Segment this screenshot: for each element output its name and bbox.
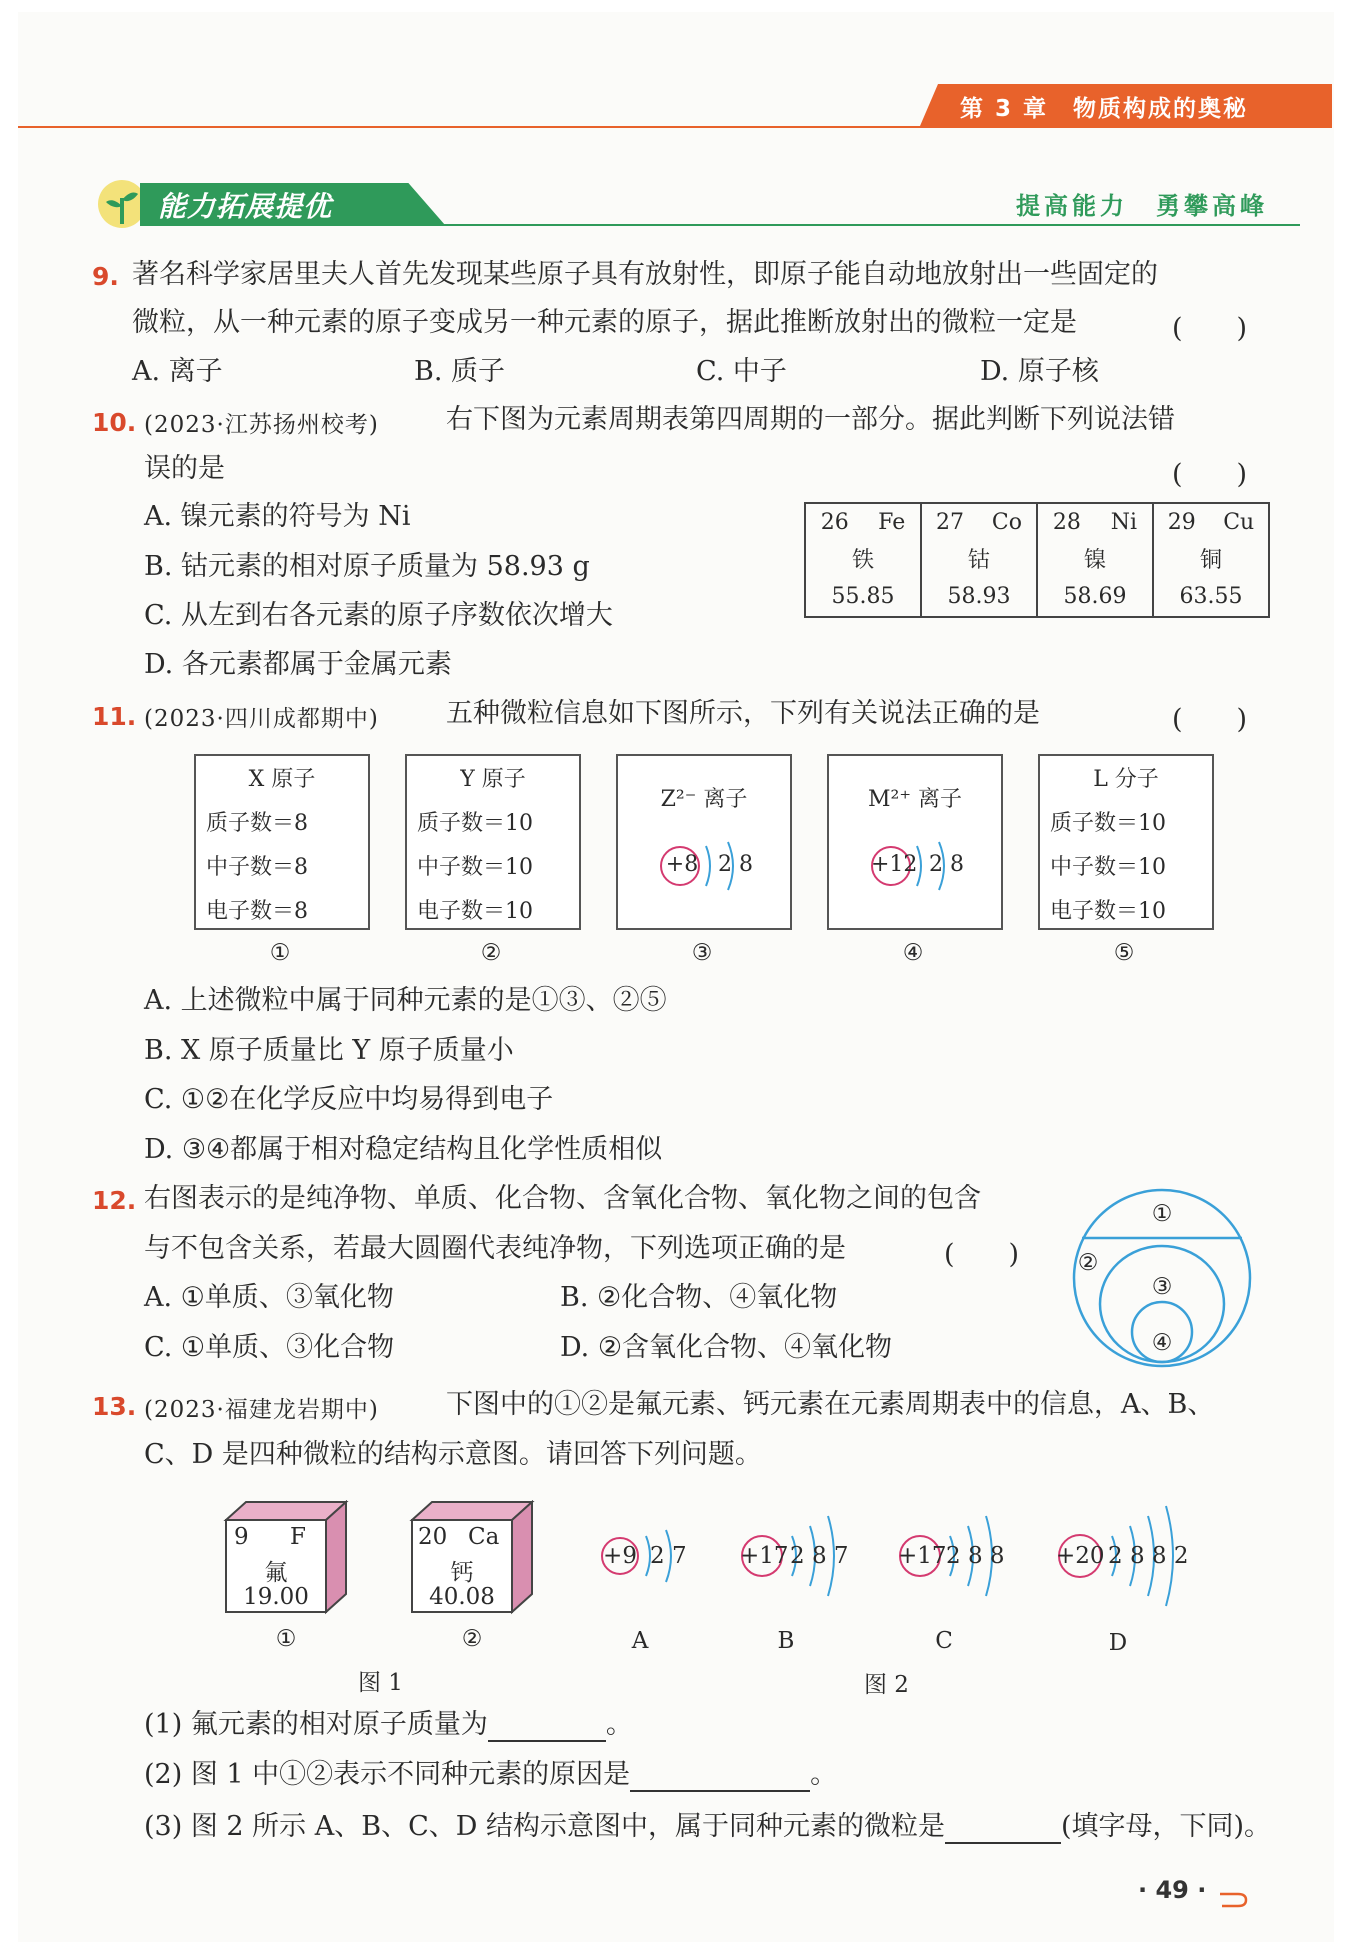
electron-shells: 2 8 8 2	[1108, 1543, 1189, 1569]
electron-shells: 2 8 8	[946, 1543, 1005, 1569]
option-b: B. ②化合物、④氧化物	[560, 1282, 838, 1313]
answer-paren: ( )	[1172, 704, 1248, 735]
element-cell: 27 Co 钴 58.93	[921, 503, 1037, 617]
box-label: ①	[269, 940, 291, 966]
header-divider	[18, 126, 1332, 128]
option-d: D. 各元素都属于金属元素	[144, 649, 452, 680]
option-a: A. 镍元素的符号为 Ni	[144, 501, 411, 532]
figure-item-label: ①	[275, 1626, 297, 1652]
option-a: A. 离子	[132, 356, 223, 387]
page-number: · 49 ·	[1138, 1876, 1207, 1904]
answer-paren: ( )	[1172, 459, 1248, 490]
question-source: (2023·江苏扬州校考)	[144, 412, 379, 438]
option-b: B. X 原子质量比 Y 原子质量小	[144, 1035, 514, 1066]
electron-shells: 2 7	[650, 1543, 687, 1569]
diagram-label: ②	[1077, 1250, 1099, 1276]
section-title: 能力拓展提优	[158, 190, 333, 223]
option-a: A. ①单质、③氧化物	[144, 1282, 394, 1313]
diagram-label: ①	[1151, 1201, 1173, 1227]
question-number: 10.	[92, 408, 137, 437]
figure-caption: 图 2	[864, 1672, 909, 1698]
option-c: C. ①②在化学反应中均易得到电子	[144, 1084, 554, 1115]
answer-blank[interactable]	[488, 1712, 606, 1742]
question-text: 误的是	[144, 453, 225, 484]
particle-label: B	[777, 1628, 795, 1654]
figure-item-label: ②	[461, 1626, 483, 1652]
periodic-table-snippet	[804, 502, 1270, 618]
nucleus-charge: +17	[740, 1543, 789, 1569]
box-label: ③	[691, 940, 713, 966]
element-name: 氟	[264, 1560, 288, 1586]
question-source: (2023·四川成都期中)	[144, 706, 379, 732]
particle-label: D	[1108, 1630, 1128, 1656]
question-text: 著名科学家居里夫人首先发现某些原子具有放射性，即原子能自动地放射出一些固定的	[132, 259, 1158, 290]
option-c: C. 中子	[696, 356, 787, 387]
question-number: 12.	[92, 1186, 137, 1215]
section-motto: 提高能力 勇攀高峰	[1016, 192, 1268, 220]
sub-question: (3) 图 2 所示 A、B、C、D 结构示意图中，属于同种元素的微粒是 (填字母，下同)。	[144, 1811, 1272, 1842]
element-symbol: Ca	[468, 1524, 500, 1550]
question-text: 五种微粒信息如下图所示，下列有关说法正确的是	[446, 698, 1040, 729]
nucleus-charge: +20	[1056, 1543, 1105, 1569]
diagram-label: ④	[1151, 1330, 1173, 1356]
option-c: C. 从左到右各元素的原子序数依次增大	[144, 600, 613, 631]
particle-box-z-ion: Z²⁻ 离子 +8 2 8	[616, 754, 792, 930]
element-symbol: F	[290, 1524, 306, 1550]
electron-shells: 2 8 7	[790, 1543, 849, 1569]
particle-label: A	[631, 1628, 649, 1654]
figure-caption: 图 1	[358, 1670, 403, 1696]
option-b: B. 质子	[414, 356, 506, 387]
nucleus-charge: +17	[898, 1543, 947, 1569]
option-b: B. 钴元素的相对原子质量为 58.93 g	[144, 551, 590, 582]
particle-box-x: X 原子 质子数＝8 中子数＝8 电子数＝8	[194, 754, 370, 930]
option-d: D. ③④都属于相对稳定结构且化学性质相似	[144, 1134, 663, 1165]
option-a: A. 上述微粒中属于同种元素的是①③、②⑤	[144, 985, 667, 1016]
page-corner-icon	[1218, 1880, 1250, 1910]
box-label: ④	[902, 940, 924, 966]
question-number: 11.	[92, 702, 137, 731]
particle-box-l: L 分子 质子数＝10 中子数＝10 电子数＝10	[1038, 754, 1214, 930]
answer-paren: ( )	[1172, 313, 1248, 344]
diagram-label: ③	[1151, 1274, 1173, 1300]
question-text: 右图表示的是纯净物、单质、化合物、含氧化合物、氧化物之间的包含	[144, 1183, 981, 1214]
atomic-number: 9	[234, 1524, 249, 1550]
answer-blank[interactable]	[630, 1762, 810, 1792]
particle-box-y: Y 原子 质子数＝10 中子数＝10 电子数＝10	[405, 754, 581, 930]
question-text: C、D 是四种微粒的结构示意图。请回答下列问题。	[144, 1439, 762, 1470]
question-text: 微粒，从一种元素的原子变成另一种元素的原子，据此推断放射出的微粒一定是	[132, 307, 1077, 338]
option-d: D. ②含氧化合物、④氧化物	[560, 1332, 893, 1363]
element-cell: 26 Fe 铁 55.85	[805, 503, 921, 617]
box-label: ⑤	[1113, 940, 1135, 966]
particle-box-m-ion: M²⁺ 离子 +12 2 8	[827, 754, 1003, 930]
question-text: 右下图为元素周期表第四周期的一部分。据此判断下列说法错	[446, 404, 1175, 435]
question-text: 与不包含关系，若最大圆圈代表纯净物，下列选项正确的是	[144, 1233, 846, 1264]
atomic-mass: 19.00	[243, 1584, 309, 1610]
atomic-mass: 40.08	[429, 1584, 495, 1610]
element-cell: 28 Ni 镍 58.69	[1037, 503, 1153, 617]
sub-question: (2) 图 1 中①②表示不同种元素的原因是 。	[144, 1759, 838, 1790]
sub-question: (1) 氟元素的相对原子质量为 。	[144, 1709, 633, 1740]
chapter-title: 第 3 章 物质构成的奥秘	[960, 96, 1249, 122]
option-c: C. ①单质、③化合物	[144, 1332, 395, 1363]
section-divider	[140, 224, 1300, 226]
question-number: 9.	[92, 262, 119, 291]
particle-label: C	[935, 1628, 953, 1654]
element-cell: 29 Cu 铜 63.55	[1153, 503, 1269, 617]
box-label: ②	[480, 940, 502, 966]
question-source: (2023·福建龙岩期中)	[144, 1397, 379, 1423]
option-d: D. 原子核	[980, 356, 1099, 387]
answer-blank[interactable]	[945, 1814, 1061, 1844]
atomic-number: 20	[418, 1524, 448, 1550]
element-name: 钙	[450, 1560, 474, 1586]
nucleus-charge: +9	[603, 1543, 637, 1569]
question-text: 下图中的①②是氟元素、钙元素在元素周期表中的信息，A、B、	[446, 1389, 1215, 1420]
answer-paren: ( )	[944, 1239, 1020, 1270]
question-number: 13.	[92, 1392, 137, 1421]
